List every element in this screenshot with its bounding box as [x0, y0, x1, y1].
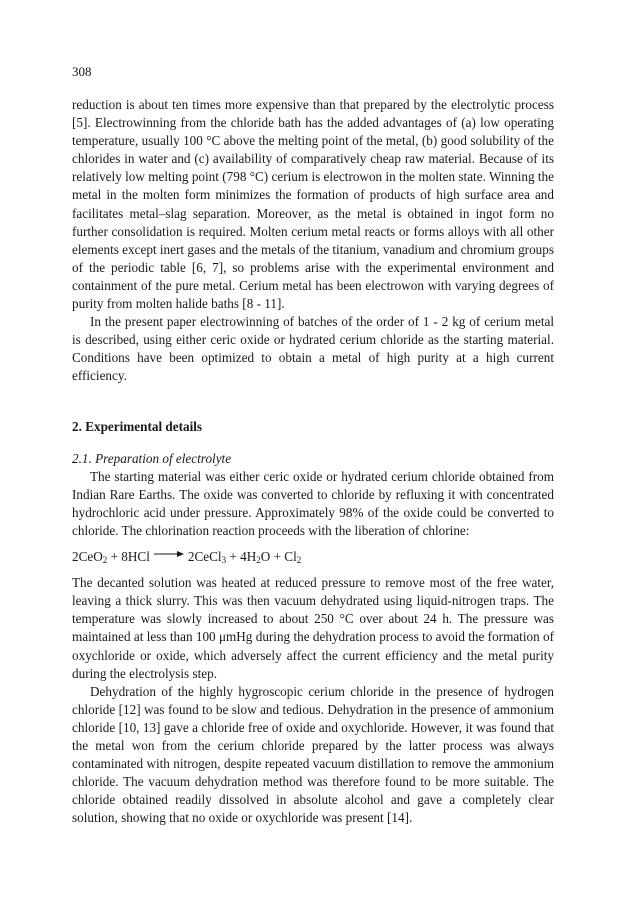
subsection-heading: 2.1. Preparation of electrolyte: [72, 450, 232, 466]
eq-term: 2CeO: [72, 549, 103, 565]
eq-term: + 4H: [226, 549, 257, 565]
section-heading: 2. Experimental details: [72, 418, 203, 434]
paragraph: The decanted solution was heated at reduced pressure to remove most of the free water, leaving a thick slurry. This was then vacuum dehydrated using liquid-nitrogen traps. The temperature was slowly increased to about 250 °C over about 24 h. The pressure was maintained at less than 100 μmHg during the dehydration process to avoid the formation of oxychloride or oxide, which adversely affect the current efficiency and the metal purity during the electrolysis step.: [72, 575, 554, 681]
eq-subscript: 3: [221, 555, 227, 566]
eq-term: 2CeCl: [187, 549, 222, 565]
eq-term: O + Cl: [260, 549, 297, 565]
eq-subscript: 2: [102, 555, 108, 566]
page-number: 308: [72, 64, 92, 79]
body-text: [72, 96, 554, 827]
paragraph: reduction is about ten times more expensive than that prepared by the electrolytic process [5]. Electrowinning from the chloride bath has the added advantages of (a) low operating temperature, usually 100 °C above the melting point of the metal, (b) good solubility of the chlorides in water and (c) availability of comparatively cheap raw material. Because of its relatively low melting point (798 °C) cerium is electrowon in the molten state. Winning the metal in the molten form minimizes the formation of products of high surface area and facilitates metal–slag separation. Moreover, as the metal is obtained in ingot form no further consolidation is required. Molten cerium metal reacts or forms alloys with all other elements except inert gases and the metals of the titanium, vanadium and chromium groups of the periodic table [6, 7], so problems arise with the experimental environment and containment of the pure metal. Cerium metal has been electrowon with varying degrees of purity from molten halide baths [8 - 11].: [72, 97, 554, 312]
eq-term: + 8HCl: [107, 549, 150, 565]
paragraph: In the present paper electrowinning of batches of the order of 1 - 2 kg of cerium metal is described, using either ceric oxide or hydrated cerium chloride as the starting material. Conditions have been optimized to obtain a metal of high purity at a high current efficiency.: [72, 314, 554, 384]
paragraph: Dehydration of the highly hygroscopic cerium chloride in the presence of hydrogen chloride [12] was found to be slow and tedious. Dehydration in the presence of ammonium chloride [10, 13] gave a chloride free of oxide and oxychloride. However, it was found that the metal won from the cerium chloride prepared by the latter process was always contaminated with nitrogen, despite repeated vacuum distillation to remove the ammonium chloride. The vacuum dehydration method was therefore found to be more suitable. The chloride obtained readily dissolved in absolute alcohol and gave a completely clear solution, showing that no oxide or oxychloride was present [14].: [72, 683, 554, 826]
eq-subscript: 2: [296, 555, 302, 566]
paragraph: The starting material was either ceric oxide or hydrated cerium chloride obtained from Indian Rare Earths. The oxide was converted to chloride by refluxing it with concentrated hydrochloric acid under pressure. Approximately 98% of the oxide could be converted to chloride. The chlorination reaction proceeds with the liberation of chlorine:: [72, 468, 554, 538]
reaction-arrow-icon: [154, 545, 184, 563]
eq-subscript: 2: [256, 555, 261, 566]
chemical-equation: [72, 548, 554, 566]
